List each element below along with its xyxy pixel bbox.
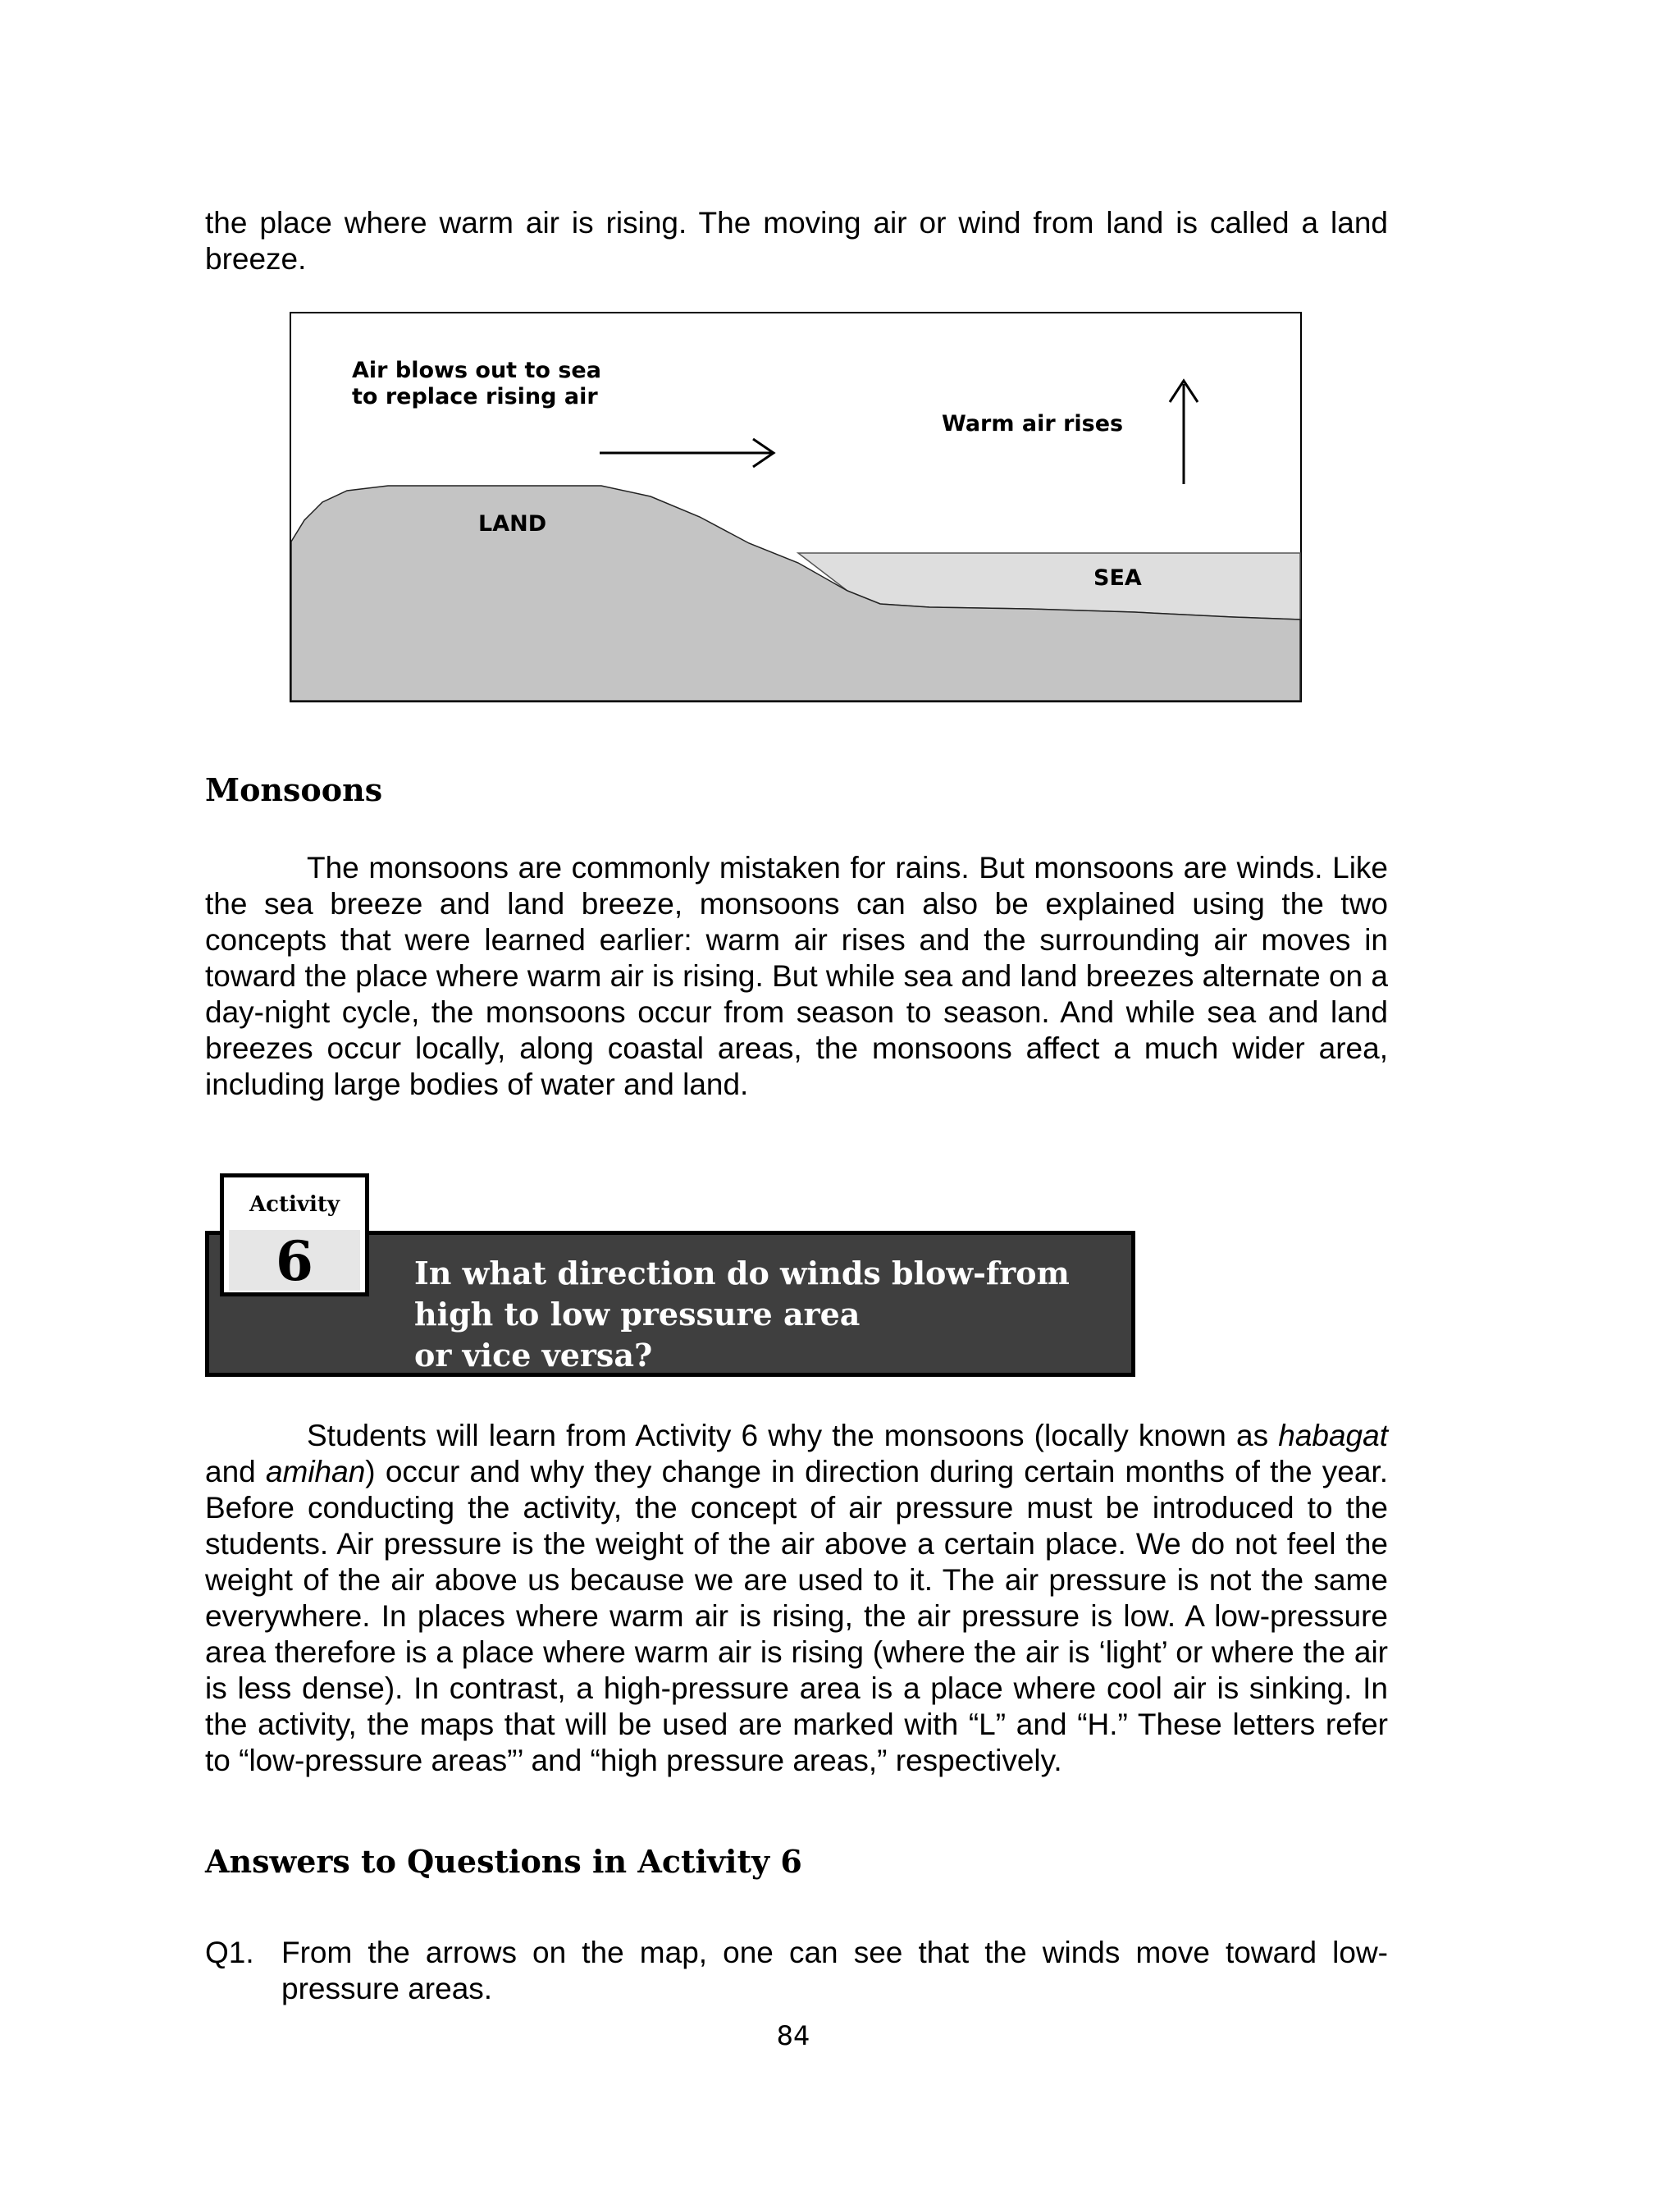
warm-air-rises-label: Warm air rises — [942, 411, 1124, 437]
sea-label: SEA — [1093, 565, 1142, 591]
habagat-term: habagat — [1278, 1419, 1388, 1452]
page-number: 84 — [776, 2020, 810, 2051]
land-label: LAND — [478, 511, 547, 537]
question-number: Q1. — [205, 1936, 254, 1969]
activity-title — [414, 1253, 1112, 1376]
air-blows-label-line-2: to replace rising air — [352, 384, 598, 409]
answers-heading: Answers to Questions in Activity 6 — [205, 1843, 802, 1880]
intro-paragraph: the place where warm air is rising. The moving air or wind from land is called a land breeze. — [205, 206, 1388, 276]
activity-number: 6 — [229, 1230, 360, 1291]
activity-paragraph — [205, 1418, 1388, 1779]
land-breeze-svg — [290, 312, 1302, 702]
activity-tab — [220, 1173, 369, 1296]
activity-tab-label: Activity — [249, 1192, 340, 1217]
amihan-term: amihan — [265, 1455, 366, 1488]
question-item — [205, 1935, 1388, 2007]
land-breeze-diagram — [290, 312, 1302, 702]
activity-text-part-1: Students will learn from Activity 6 why the monsoons (locally known as — [307, 1419, 1279, 1452]
activity-title-line-1: In what direction do winds blow-from — [414, 1255, 1070, 1292]
monsoons-paragraph — [205, 850, 1388, 1103]
monsoons-heading: Monsoons — [205, 771, 383, 808]
activity-text-part-2: ) occur and why they change in direction during certain months of the year. Before conducting the activity, the concept of air pressure must be introduced to the students. Air pressure is the weight of the air above a certain place. We do not feel the weight of the air above us because we are used to it. The air pressure is not the same everywhere. In places where warm air is rising, the air pressure is low. A low-pressure area therefore is a place where warm air is rising (where the air is ‘light’ or where the air is less dense). In contrast, a high-pressure area is a place where cool air is sinking. In the activity, the maps that will be used are marked with “L” and “H.” These letters refer to “low-pressure areas”’ and “high pressure areas,” respectively. — [205, 1455, 1388, 1777]
activity-title-line-2: high to low pressure area — [414, 1296, 861, 1333]
monsoons-paragraph-text: The monsoons are commonly mistaken for rains. But monsoons are winds. Like the sea breeze and land breeze, monsoons can also be explained using the two concepts that were learned earlier: warm air rises and the surrounding air moves in toward the place where warm air is rising. But while sea and land breezes alternate on a day-night cycle, the monsoons occur from season to season. And while sea and land breezes occur locally, along coastal areas, the monsoons affect a much wider area, including large bodies of water and land. — [205, 851, 1388, 1101]
question-answer-text: From the arrows on the map, one can see that the winds move toward low-pressure areas. — [281, 1936, 1388, 2005]
activity-text-and: and — [205, 1455, 266, 1488]
activity-title-line-3: or vice versa? — [414, 1337, 653, 1374]
air-blows-label-line-1: Air blows out to sea — [352, 358, 601, 383]
